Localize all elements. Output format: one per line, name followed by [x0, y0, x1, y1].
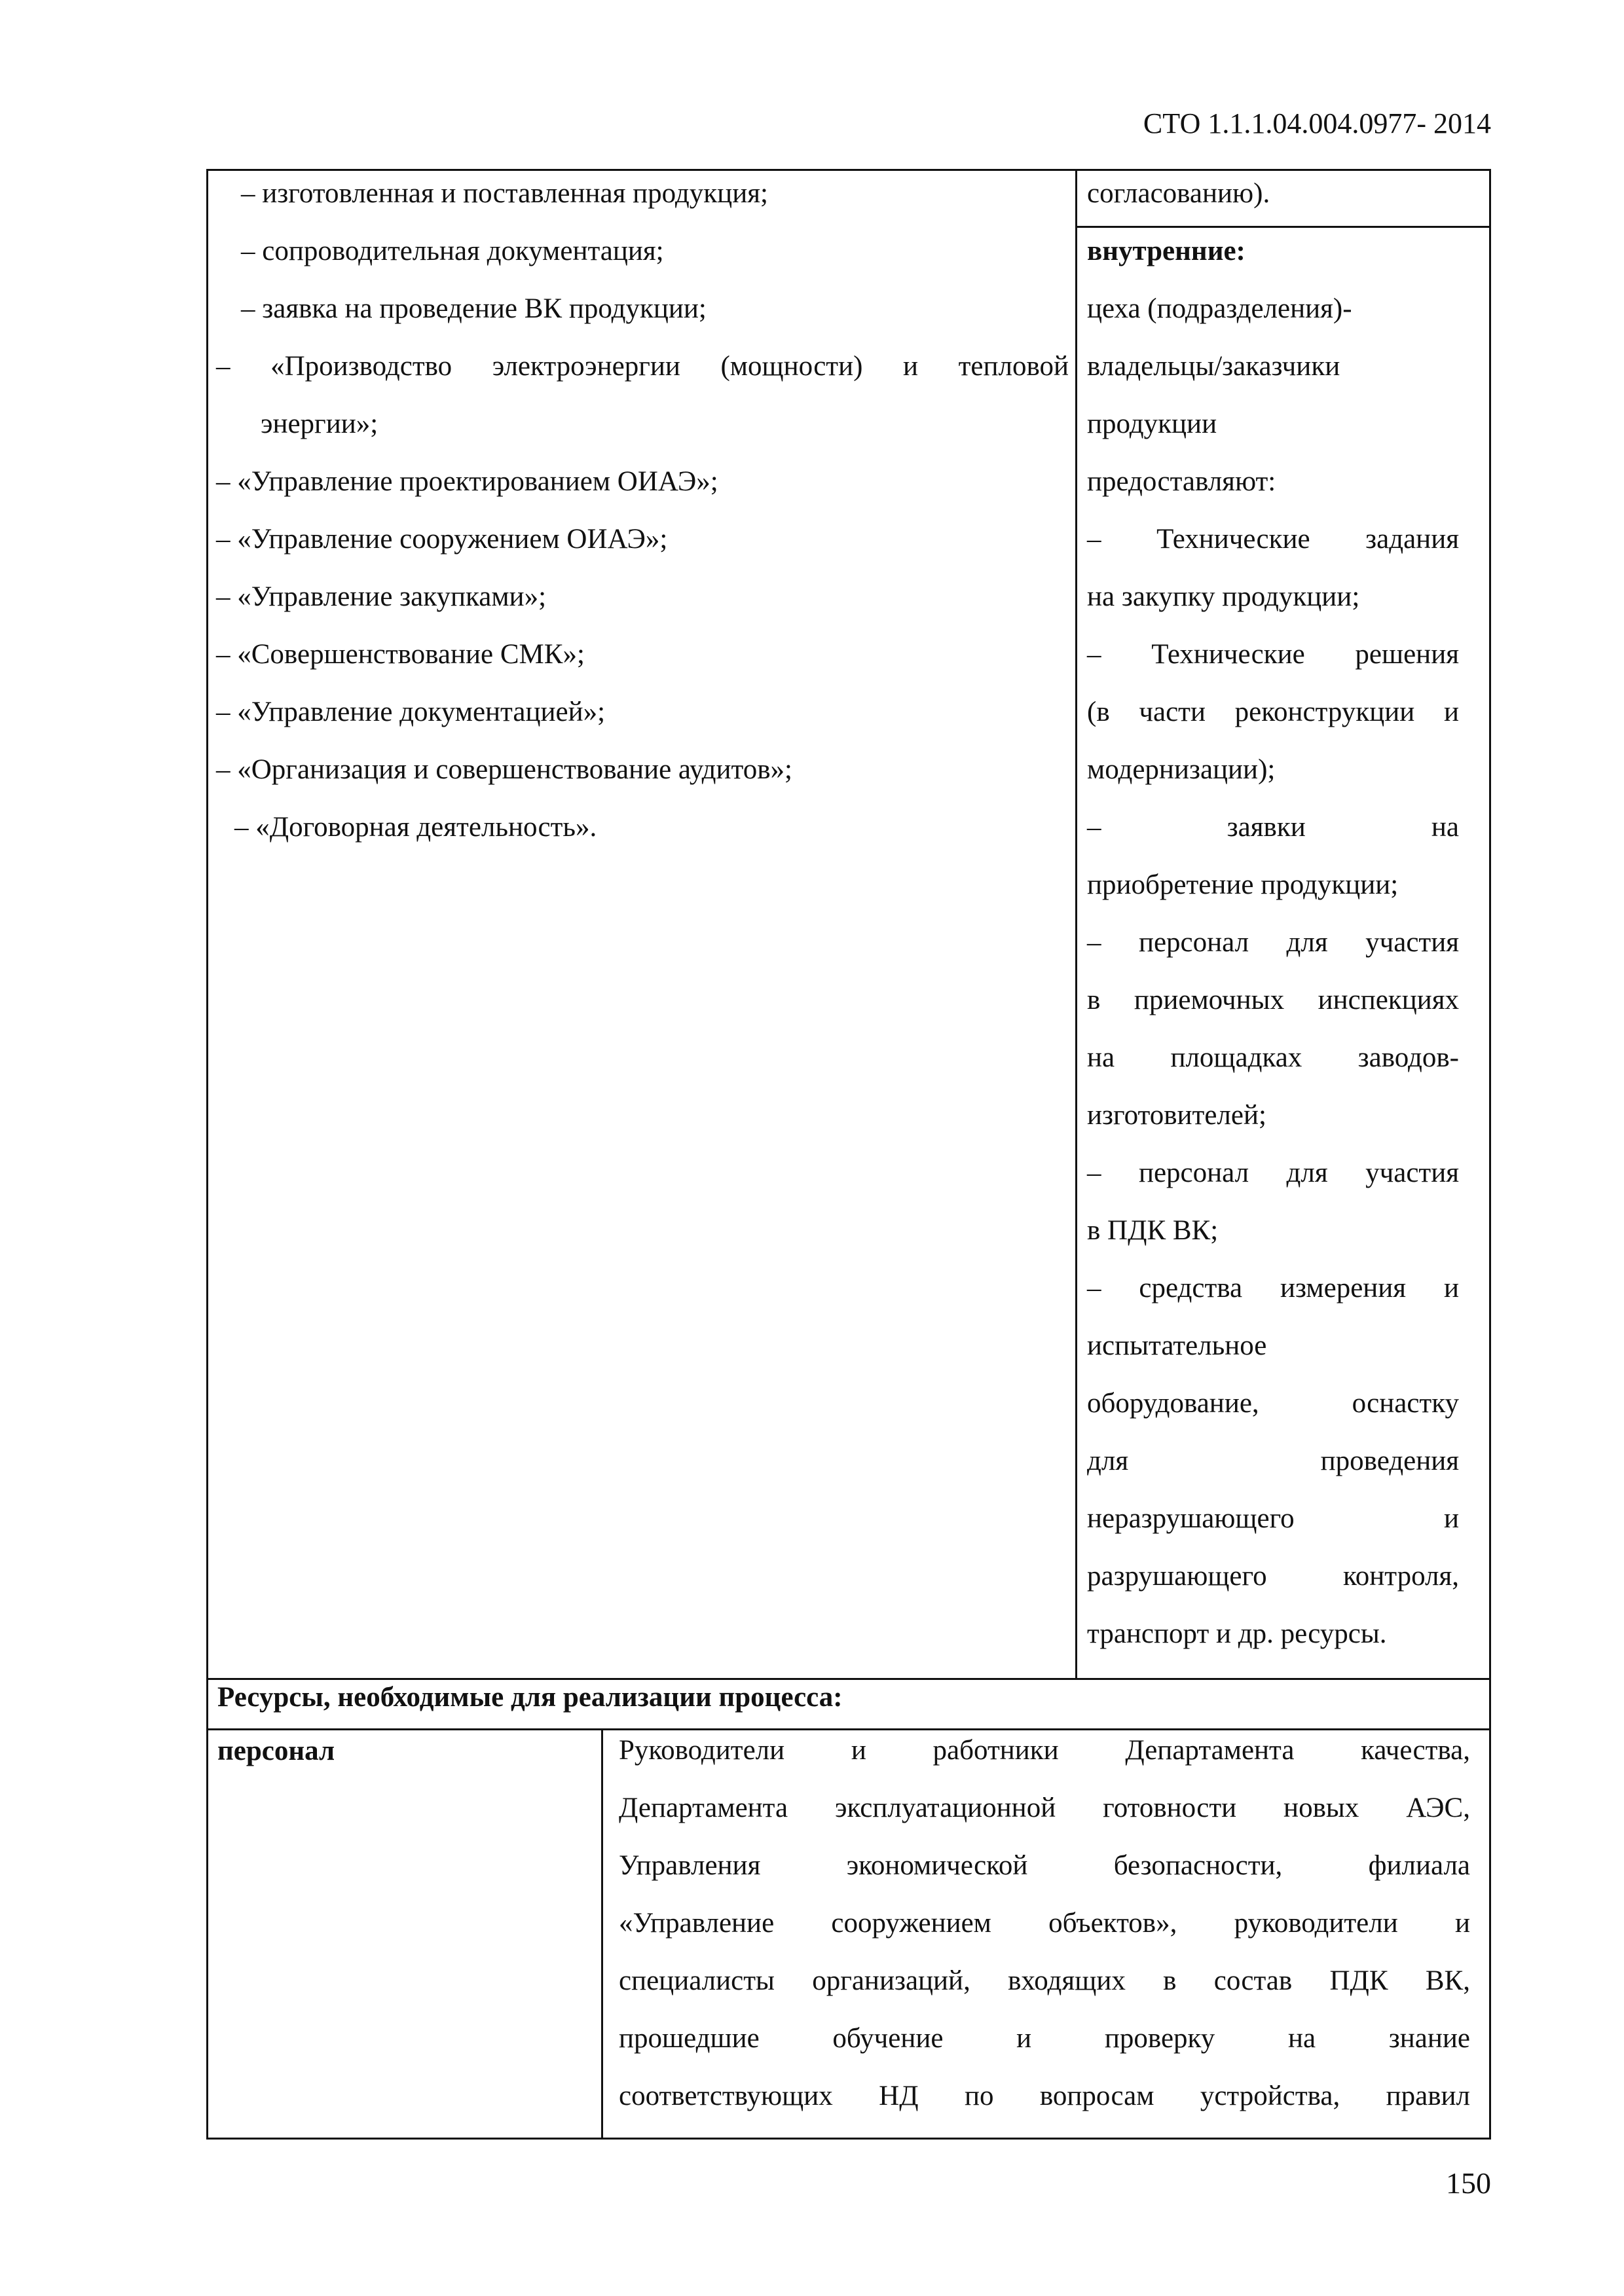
document-code: СТО 1.1.1.04.004.0977- 2014	[1143, 107, 1491, 139]
right-line: – Технические задания	[1087, 524, 1459, 555]
list-item: – «Организация и совершенствование аудитов»;	[216, 754, 792, 785]
right-line: приобретение продукции;	[1087, 869, 1399, 900]
right-line: транспорт и др. ресурсы.	[1087, 1618, 1387, 1649]
left-column-list	[216, 165, 1069, 856]
right-line: для проведения	[1087, 1446, 1459, 1476]
right-line: – заявки на	[1087, 812, 1459, 843]
right-line: – персонал для участия	[1087, 927, 1459, 958]
list-item: – «Управление закупками»;	[216, 581, 547, 612]
right-line: – персонал для участия	[1087, 1157, 1459, 1188]
right-line: на площадках заводов-	[1087, 1042, 1459, 1073]
column-divider-top	[1075, 169, 1077, 1680]
personnel-line: специалисты организаций, входящих в состав ПДК ВК,	[619, 1965, 1470, 1996]
column-divider-bottom	[601, 1728, 603, 2140]
personnel-line: «Управление сооружением объектов», руководители и	[619, 1908, 1470, 1939]
list-item: – «Управление проектированием ОИАЭ»;	[216, 466, 718, 497]
list-item: – заявка на проведение ВК продукции;	[241, 293, 707, 324]
list-item: энергии»;	[261, 409, 378, 439]
resources-heading: Ресурсы, необходимые для реализации процесса:	[217, 1682, 843, 1713]
right-column-text	[1087, 165, 1459, 1663]
personnel-line: Департамента эксплуатационной готовности новых АЭС,	[619, 1793, 1470, 1823]
right-line: – Технические решения	[1087, 639, 1459, 670]
page-number: 150	[1446, 2166, 1491, 2200]
right-line: продукции	[1087, 409, 1217, 439]
personnel-label: персонал	[217, 1736, 335, 1766]
right-line: оборудование, оснастку	[1087, 1388, 1459, 1419]
personnel-line: прошедшие обучение и проверку на знание	[619, 2023, 1470, 2054]
personnel-line: соответствующих НД по вопросам устройства, правил	[619, 2081, 1470, 2111]
list-item: – «Управление сооружением ОИАЭ»;	[216, 524, 668, 555]
right-line: цеха (подразделения)-	[1087, 293, 1352, 324]
right-line: на закупку продукции;	[1087, 581, 1360, 612]
list-item: – сопроводительная документация;	[241, 236, 664, 266]
right-line: (в части реконструкции и	[1087, 697, 1459, 727]
personnel-line: Руководители и работники Департамента качества,	[619, 1735, 1470, 1766]
right-line: испытательное	[1087, 1330, 1267, 1361]
right-line: – средства измерения и	[1087, 1273, 1459, 1303]
right-line: в приемочных инспекциях	[1087, 985, 1459, 1015]
list-item: – «Договорная деятельность».	[234, 812, 597, 843]
right-line: изготовителей;	[1087, 1100, 1266, 1131]
right-line: в ПДК ВК;	[1087, 1215, 1219, 1246]
right-line: предоставляют:	[1087, 466, 1276, 497]
right-line: разрушающего контроля,	[1087, 1561, 1459, 1592]
right-heading: внутренние:	[1087, 236, 1246, 266]
right-top-text: согласованию).	[1087, 178, 1270, 209]
list-item: – «Совершенствование СМК»;	[216, 639, 585, 670]
right-line: модернизации);	[1087, 754, 1276, 785]
list-item: – изготовленная и поставленная продукция;	[241, 178, 768, 209]
personnel-line: Управления экономической безопасности, филиала	[619, 1850, 1470, 1881]
list-item: – «Управление документацией»;	[216, 697, 606, 727]
list-item: – «Производство электроэнергии (мощности) и тепловой	[216, 351, 1069, 382]
personnel-description	[619, 1722, 1470, 2125]
right-line: владельцы/заказчики	[1087, 351, 1340, 382]
right-line: неразрушающего и	[1087, 1503, 1459, 1534]
